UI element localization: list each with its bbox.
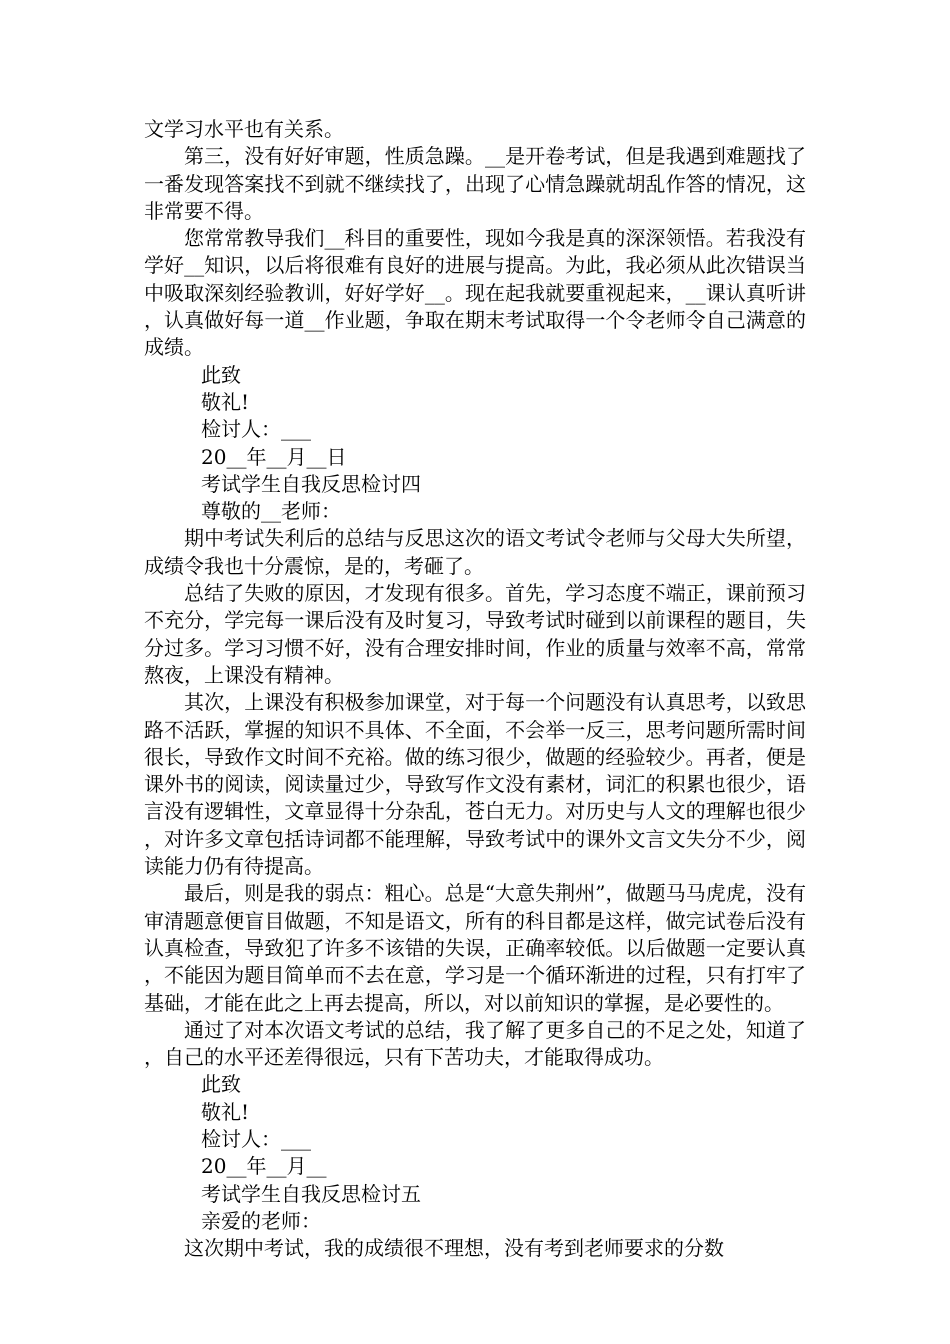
paragraph-opening: 这次期中考试，我的成绩很不理想，没有考到老师要求的分数 [184,1236,724,1261]
closing-cizhi: 此致 [201,1072,241,1097]
paragraph-first-reason: 总结了失败的原因，才发现有很多。首先，学习态度不端正，课前预习不充分，学完每一课后没有及时复习，导致考试时碰到以前课程的题目，失分过多。学习习惯不好，没有合理安排时间，作业的质量与效率不高，常常熬夜，上课没有精神。 [144,581,806,687]
paragraph-third-reason: 第三，没有好好审题，性质急躁。__是开卷考试，但是我遇到难题找了一番发现答案找不到就不继续找了，出现了心情急躁就胡乱作答的情况，这非常要不得。 [144,144,806,223]
section-title-five: 考试学生自我反思检讨五 [201,1181,421,1206]
section-title-four: 考试学生自我反思检讨四 [201,471,421,496]
closing-cizhi: 此致 [201,362,241,387]
paragraph-intro: 期中考试失利后的总结与反思这次的语文考试令老师与父母大失所望，成绩令我也十分震惊，是的，考砸了。 [144,526,806,578]
paragraph-second-reason: 其次，上课没有积极参加课堂，对于每一个问题没有认真思考，以致思路不活跃，掌握的知识不具体、不全面，不会举一反三，思考问题所需时间很长，导致作文时间不充裕。做的练习很少，做题的经验较少。再者，便是课外书的阅读，阅读量过少，导致写作文没有素材，词汇的积累也很少，语言没有逻辑性，文章显得十分杂乱，苍白无力。对历史与人文的理解也很少，对许多文章包括诗词都不能理解，导致考试中的课外文言文失分不少，阅读能力仍有待提高。 [144,690,806,879]
paragraph-importance: 您常常教导我们__科目的重要性，现如今我是真的深深领悟。若我没有学好__知识，以后将很难有良好的进展与提高。为此，我必须从此次错误当中吸取深刻经验教训，好好学好__。现在起我就要重视起来，__课认真听讲，认真做好每一道__作业题，争取在期末考试取得一个令老师令自己满意的成绩。 [144,226,806,360]
date-line: 20__年__月__ [201,1154,327,1179]
paragraph-continuation: 文学习水平也有关系。 [144,117,344,141]
salutation: 尊敬的__老师： [201,499,341,524]
signature-line: 检讨人：___ [201,1126,311,1151]
signature-line: 检讨人：___ [201,417,311,442]
paragraph-last-reason: 最后，则是我的弱点：粗心。总是“大意失荆州”，做题马马虎虎，没有审清题意便盲目做题，不知是语文，所有的科目都是这样，做完试卷后没有认真检查，导致犯了许多不该错的失误，正确率较低。以后做题一定要认真，不能因为题目简单而不去在意，学习是一个循环渐进的过程，只有打牢了基础，才能在此之上再去提高，所以，对以前知识的掌握，是必要性的。 [144,881,806,1015]
closing-jingli: 敬礼! [201,389,250,414]
document-page [144,116,806,1262]
salutation: 亲爱的老师： [201,1208,321,1233]
closing-jingli: 敬礼! [201,1099,250,1124]
date-line: 20__年__月__日 [201,444,347,469]
paragraph-conclusion: 通过了对本次语文考试的总结，我了解了更多自己的不足之处，知道了，自己的水平还差得很远，只有下苦功夫，才能取得成功。 [144,1017,806,1070]
